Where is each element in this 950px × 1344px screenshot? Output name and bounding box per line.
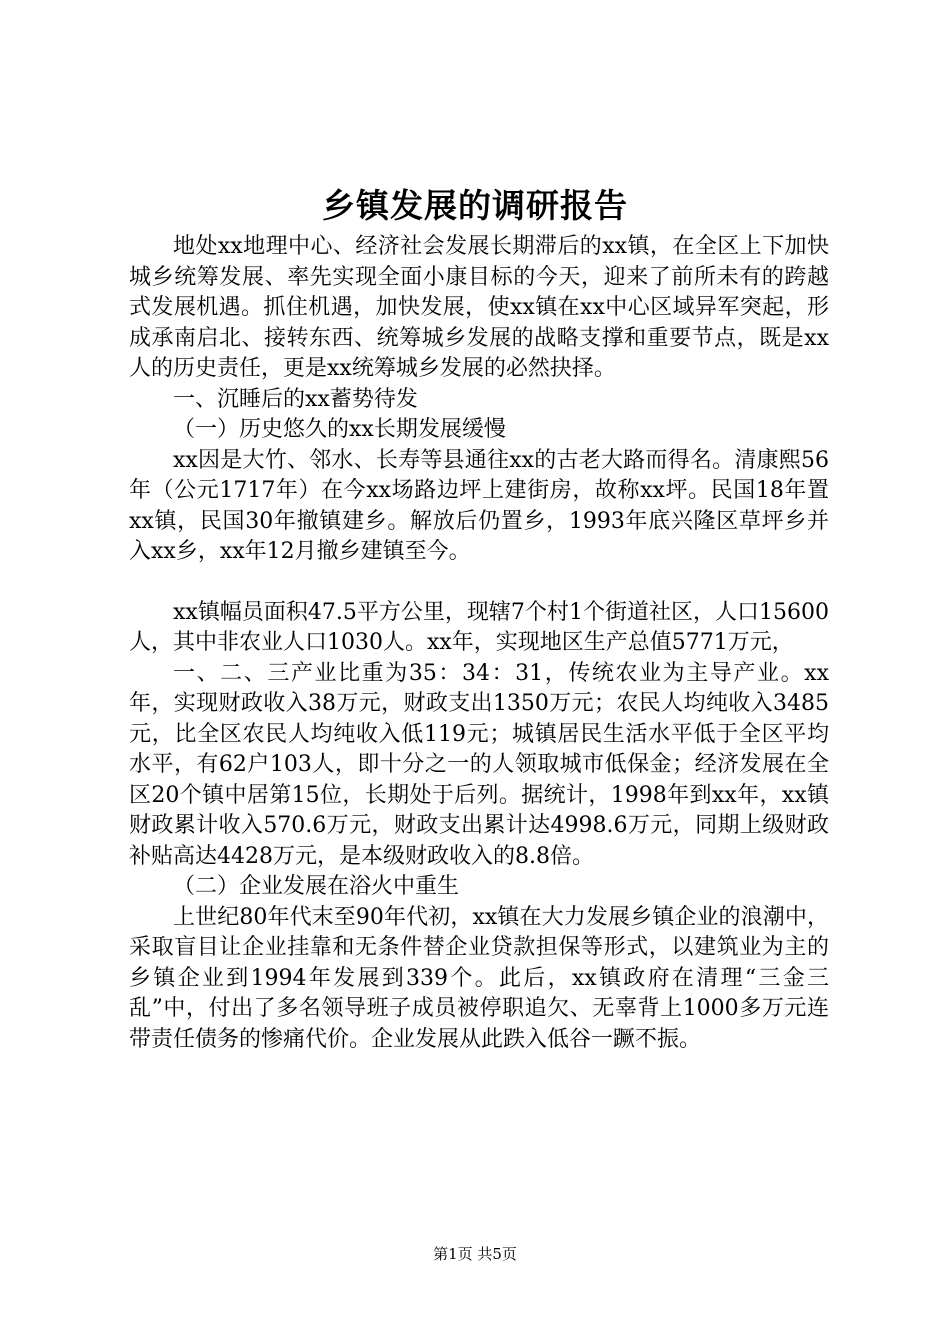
economy-paragraph: 一、二、三产业比重为35：34：31，传统农业为主导产业。xx年，实现财政收入38万元，财政支出1350万元；农民人均纯收入3485元，比全区农民人均纯收入低119元；城镇居民生活水平低于全区平均水平，有62户103人，即十分之一的人领取城市低保金；经济发展在全区20个镇中居第15位，长期处于后列。据统计，1998年到xx年，xx镇财政累计收入570.6万元，财政支出累计达4998.6万元，同期上级财政补贴高达4428万元，是本级财政收入的8.8倍。 bbox=[129, 660, 829, 869]
subsection-heading: （二）企业发展在浴火中重生 bbox=[173, 874, 460, 899]
area-paragraph: xx镇幅员面积47.5平方公里，现辖7个村1个街道社区，人口15600人，其中非农业人口1030人。xx年，实现地区生产总值5771万元， bbox=[129, 599, 829, 655]
document-title: 乡镇发展的调研报告 bbox=[322, 186, 628, 225]
page-number: 第1页 共5页 bbox=[433, 1245, 517, 1263]
intro-paragraph: 地处xx地理中心、经济社会发展长期滞后的xx镇，在全区上下加快城乡统筹发展、率先实现全面小康目标的今天，迎来了前所未有的跨越式发展机遇。抓住机遇，加快发展，使xx镇在xx中心区域异军突起，形成承南启北、接转东西、统筹城乡发展的战略支撑和重要节点，既是xx人的历史责任，更是xx统筹城乡发展的必然抉择。 bbox=[129, 234, 829, 381]
history-paragraph: xx因是大竹、邻水、长寿等县通往xx的古老大路而得名。清康熙56年（公元1717年）在今xx场路边坪上建街房，故称xx坪。民国18年置xx镇，民国30年撤镇建乡。解放后仍置乡，1993年底兴隆区草坪乡并入xx乡，xx年12月撤乡建镇至今。 bbox=[129, 447, 829, 564]
document-body bbox=[129, 232, 829, 1055]
enterprise-paragraph: 上世纪80年代末至90年代初，xx镇在大力发展乡镇企业的浪潮中，采取盲目让企业挂靠和无条件替企业贷款担保等形式，以建筑业为主的乡镇企业到1994年发展到339个。此后，xx镇政府在清理“三金三乱”中，付出了多名领导班子成员被停职追欠、无辜背上1000多万元连带责任债务的惨痛代价。企业发展从此跌入低谷一蹶不振。 bbox=[129, 904, 829, 1052]
section-heading: 一、沉睡后的xx蓄势待发 bbox=[173, 386, 418, 412]
subsection-heading: （一）历史悠久的xx长期发展缓慢 bbox=[173, 417, 506, 442]
